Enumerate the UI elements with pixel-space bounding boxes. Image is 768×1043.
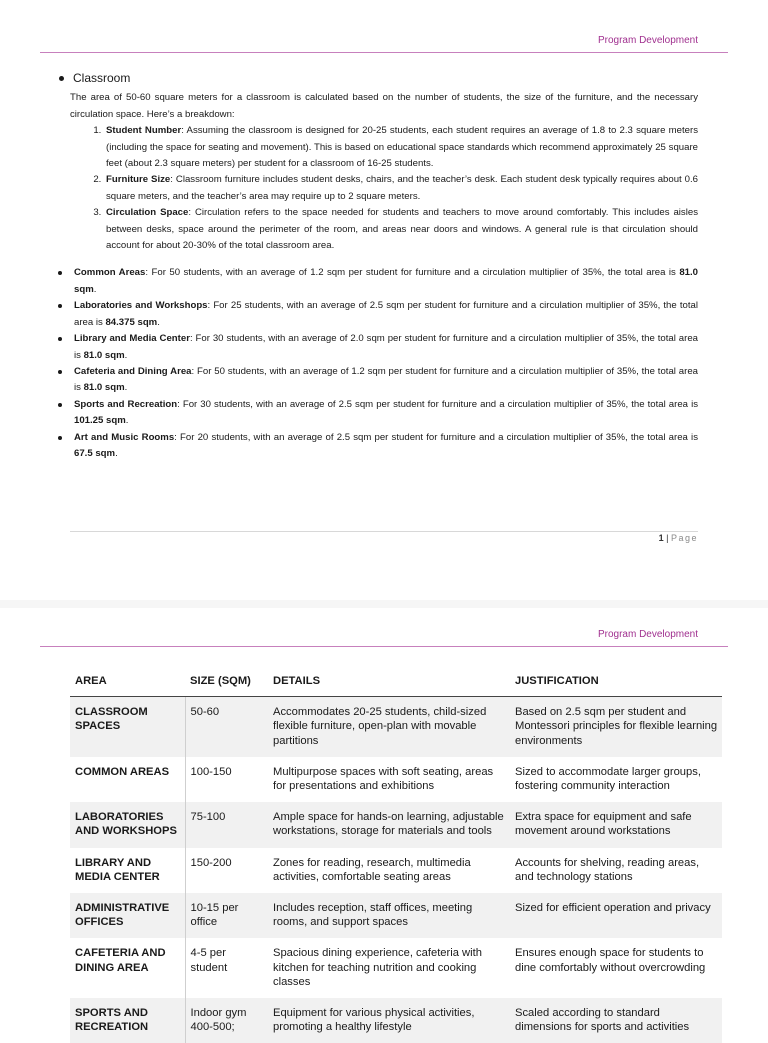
cell-details: Multipurpose spaces with soft seating, areas for presentations and exhibitions — [273, 765, 494, 793]
area-end: . — [124, 382, 128, 394]
breakdown-term: Circulation Space — [106, 207, 189, 219]
area-term: Cafeteria and Dining Area — [74, 365, 192, 377]
breakdown-item — [104, 205, 698, 254]
space-requirements-table — [70, 669, 722, 1043]
area-item — [56, 364, 698, 397]
cell-area: CAFETERIA AND DINING AREA — [75, 947, 166, 974]
page-footer — [659, 533, 698, 543]
area-term: Common Areas — [74, 267, 146, 279]
page-gap — [0, 600, 768, 608]
column-header-area: AREA — [70, 669, 185, 697]
area-item — [56, 331, 698, 364]
area-text: : For 25 students, with an average of 2.5 sqm per student for furniture and a circulation multiplier of 35%, the total area is — [74, 300, 698, 328]
cell-details: Accommodates 20-25 students, child-sized flexible furniture, open-plan with movable partitions — [268, 697, 510, 757]
table-row — [70, 697, 722, 757]
area-item — [56, 430, 698, 463]
area-end: . — [115, 447, 118, 459]
classroom-heading: Classroom — [73, 71, 131, 85]
cell-justification: Extra space for equipment and safe movement around workstations — [510, 802, 722, 847]
area-text: : For 50 students, with an average of 1.2 sqm per student for furniture and a circulation multiplier of 35%, the total area is — [74, 365, 698, 394]
page-word: Page — [670, 533, 698, 543]
cell-justification: Sized to accommodate larger groups, fostering community interaction — [515, 765, 701, 793]
area-text: : For 20 students, with an average of 2.5 sqm per student for furniture and a circulation multiplier of 35%, the total area is — [174, 431, 698, 443]
column-header-details: DETAILS — [268, 669, 510, 697]
cell-justification: Scaled according to standard dimensions for sports and activities — [510, 998, 722, 1043]
table-row — [70, 848, 722, 893]
area-term: Art and Music Rooms — [74, 431, 175, 443]
cell-details: Equipment for various physical activities, promoting a healthy lifestyle — [268, 998, 510, 1043]
cell-area: CLASSROOM SPACES — [70, 697, 185, 757]
running-header: Program Development — [597, 35, 698, 46]
area-calculation-list — [56, 265, 698, 462]
area-text: : For 50 students, with an average of 1.2 sqm per student for furniture and a circulation multiplier of 35%, the total area is — [145, 267, 680, 279]
cell-area: ADMINISTRATIVE OFFICES — [70, 893, 185, 938]
breakdown-text: : Assuming the classroom is designed for 20-25 students, each student requires an average of 1.8 to 2.3 square meters (including the space for seating and movement). This is based on educational space standards which recommend approximately 25 square feet (about 2.3 square meters) per student for a classroom of 16-25 students. — [106, 125, 698, 170]
page-separator: | — [663, 533, 671, 543]
footer-rule — [70, 531, 698, 532]
cell-area: LIBRARY AND MEDIA CENTER — [75, 856, 160, 883]
area-total: 81.0 sqm — [83, 349, 125, 361]
area-end: . — [93, 283, 97, 295]
area-term: Laboratories and Workshops — [74, 300, 208, 312]
page-body — [56, 70, 698, 462]
table-row — [70, 998, 722, 1043]
table-header-row — [70, 669, 722, 697]
classroom-breakdown-list — [56, 123, 698, 254]
area-item — [56, 397, 698, 430]
cell-area: SPORTS AND RECREATION — [70, 998, 185, 1043]
area-item — [56, 298, 698, 331]
table-row — [70, 893, 722, 938]
area-text: : For 30 students, with an average of 2.0 sqm per student for furniture and a circulation multiplier of 35%, the total area is — [74, 333, 698, 361]
header-rule — [40, 646, 728, 647]
breakdown-term: Furniture Size — [106, 174, 171, 186]
cell-details: Zones for reading, research, multimedia activities, comfortable seating areas — [273, 856, 471, 883]
table-row — [70, 938, 722, 998]
cell-justification: Sized for efficient operation and privacy — [510, 893, 722, 938]
cell-area: LABORATORIES AND WORKSHOPS — [70, 802, 185, 847]
cell-size: 150-200 — [185, 848, 268, 893]
cell-size: 10-15 per office — [185, 893, 268, 938]
header-rule — [40, 52, 728, 53]
breakdown-item — [104, 172, 698, 205]
cell-justification: Accounts for shelving, reading areas, and technology stations — [515, 856, 700, 883]
area-total: 67.5 sqm — [74, 447, 116, 459]
area-total: 84.375 sqm — [105, 316, 158, 328]
area-item — [56, 265, 698, 298]
breakdown-item — [104, 123, 698, 172]
cell-size: 4-5 per student — [185, 938, 268, 998]
area-end: . — [125, 415, 129, 427]
area-total: 81.0 sqm — [83, 382, 125, 394]
area-term: Sports and Recreation — [74, 398, 178, 410]
page-number: 1 — [658, 533, 664, 543]
bullet-icon — [59, 76, 64, 81]
breakdown-text: : Classroom furniture includes student desks, chairs, and the teacher’s desk. Each student desk typically requires about 0.6 square meters, and the teacher’s area may require up to 2 square meters. — [106, 174, 698, 202]
table-row — [70, 802, 722, 847]
cell-details: Ample space for hands-on learning, adjustable workstations, storage for materials and tools — [268, 802, 510, 847]
area-end: . — [157, 316, 160, 328]
area-term: Library and Media Center — [74, 333, 190, 345]
cell-justification: Ensures enough space for students to dine comfortably without overcrowding — [515, 947, 706, 974]
cell-details: Spacious dining experience, cafeteria with kitchen for teaching nutrition and cooking classes — [273, 947, 482, 988]
cell-size: 100-150 — [185, 757, 268, 802]
cell-size: 75-100 — [185, 802, 268, 847]
running-header: Program Development — [597, 629, 698, 640]
cell-justification: Based on 2.5 sqm per student and Montessori principles for flexible learning environments — [510, 697, 722, 757]
cell-area: COMMON AREAS — [75, 765, 170, 778]
table-row — [70, 757, 722, 802]
classroom-intro: The area of 50-60 square meters for a classroom is calculated based on the number of students, the size of the furniture, and the necessary circulation space. Here’s a breakdown: — [70, 92, 698, 120]
column-header-justification: JUSTIFICATION — [510, 669, 722, 697]
area-total: 81.0 sqm — [74, 267, 698, 295]
classroom-heading-item — [56, 70, 698, 86]
area-total: 101.25 sqm — [74, 415, 126, 427]
breakdown-text: : Circulation refers to the space needed for students and teachers to move around comfortably. This includes aisles between desks, space around the perimeter of the room, and areas near doors and windows. A general rule is that circulation should account for about 20-30% of the total classroom area. — [106, 207, 698, 252]
cell-details: Includes reception, staff offices, meeting rooms, and support spaces — [268, 893, 510, 938]
area-end: . — [124, 349, 128, 361]
cell-size: Indoor gym 400-500; — [185, 998, 268, 1043]
breakdown-term: Student Number — [106, 125, 182, 137]
cell-size: 50-60 — [185, 697, 268, 757]
column-header-size: SIZE (SQM) — [185, 669, 268, 697]
document-page-2 — [0, 608, 768, 1034]
area-text: : For 30 students, with an average of 2.5 sqm per student for furniture and a circulation multiplier of 35%, the total area is — [177, 398, 698, 410]
